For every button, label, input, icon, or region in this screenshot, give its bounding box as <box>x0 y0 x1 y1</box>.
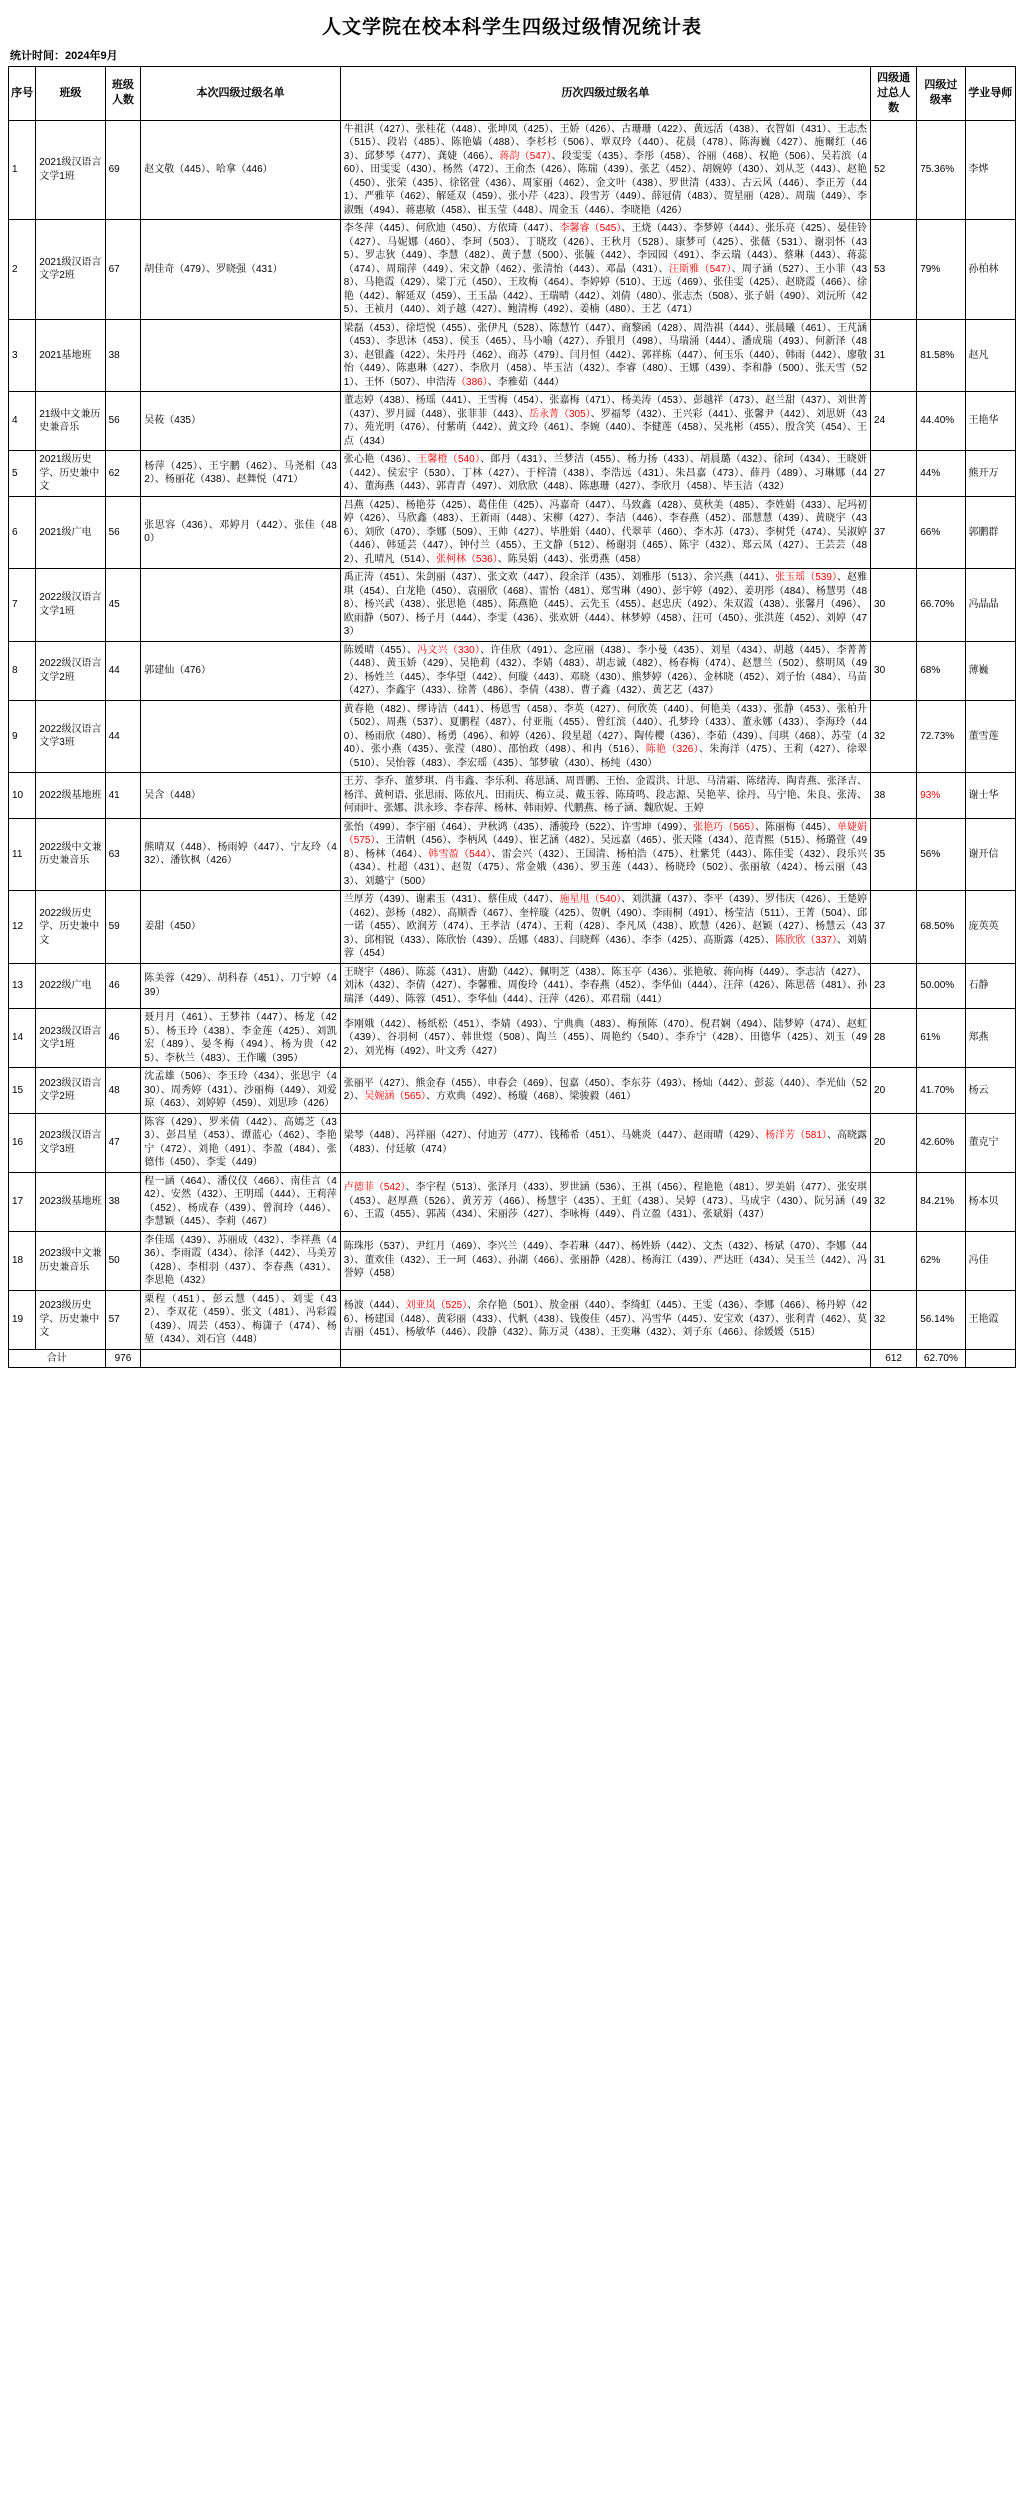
cell-class-size: 41 <box>105 773 141 819</box>
total-students: 976 <box>105 1349 141 1368</box>
cell-class: 2023级中文兼历史兼音乐 <box>36 1231 105 1290</box>
cell-pass-rate: 79% <box>917 220 965 320</box>
cell-teacher: 郭鹏群 <box>965 496 1015 569</box>
cell-prev-pass-names: 陈珠彤（537）、尹红月（469）、李兴兰（449）、李若琳（447）、杨姓娇（442）、文杰（432）、杨斌（470）、李娜（443）、董欢佳（432）、王一珂（463）、孙湖（466）、张丽静（428）、杨海江（439）、严达旺（434）、吴玉兰（442）、冯誉婷（458） <box>340 1231 870 1290</box>
cell-seq: 15 <box>9 1068 36 1114</box>
cell-teacher: 冯晶晶 <box>965 569 1015 642</box>
table-row <box>9 1231 1016 1290</box>
cell-total-passed: 52 <box>871 120 917 220</box>
table-row <box>9 120 1016 220</box>
cell-seq: 19 <box>9 1290 36 1349</box>
table-body <box>9 120 1016 1349</box>
cell-class: 2021级广电 <box>36 496 105 569</box>
cell-this-pass-names: 吴莜（435） <box>141 392 341 451</box>
cell-teacher: 熊开万 <box>965 451 1015 497</box>
table-header-row <box>9 67 1016 121</box>
col-header-num: 班级人数 <box>105 67 141 121</box>
cell-teacher: 孙柏林 <box>965 220 1015 320</box>
table-row <box>9 891 1016 964</box>
cell-class-size: 56 <box>105 392 141 451</box>
table-row <box>9 319 1016 392</box>
cell-this-pass-names: 张思容（436）、邓婷月（442）、张佳（480） <box>141 496 341 569</box>
cell-class: 2022级广电 <box>36 963 105 1009</box>
highlight-name: 陈艳（326） <box>645 744 699 756</box>
cell-seq: 4 <box>9 392 36 451</box>
col-header-total: 四级通过总人数 <box>871 67 917 121</box>
highlight-name: 单婕娟（575） <box>343 821 868 847</box>
cell-prev-pass-names: 杨波（444）、刘亚岚（525）、余存艳（501）、敖金丽（440）、李绮虹（445）、王雯（436）、李娜（466）、杨丹婷（426）、杨建国（448）、黄彩丽（433）、代帆（438）、钱俊佳（457）、冯雪华（445）、安宝欢（437）、张利青（462）、莫吉丽（451）、杨敏华（446）、段静（432）、陈万灵（438）、王奕琳（432）、刘子东（466）、徐媛媛（515） <box>340 1290 870 1349</box>
table-row <box>9 641 1016 700</box>
cell-this-pass-names <box>141 569 341 642</box>
cell-prev-pass-names: 李冬萍（445）、何欣迪（450）、方依琦（447）、李馨睿（545）、王烧（443）、李梦婷（444）、张乐亮（425）、晏佳铃（427）、马妮娜（460）、李珂（503）、丁晓玫（426）、王秋月（528）、康梦可（425）、张薇（531）、谢羽怀（435）、罗志狄（449）、李慧（482）、黄子慧（500）、张毓（442）、李园园（491）、李云瑞（443）、蔡琳（443）、蒋蕊（474）、周瑞萍（449）、宋文静（462）、张清怡（443）、邓晶（431）、汪斯雅（547）、周子涵（527）、王小菲（438）、马艳霞（429）、梁丁元（450）、王玫梅（464）、李婷婷（510）、王远（469）、张佳雯（425）、赵晓霞（466）、徐艳（442）、解延双（459）、王玉晶（442）、王瑞晴（442）、刘倩（480）、张志杰（508）、张子娟（490）、刘沅所（425）、王祯月（440）、刘子越（427）、鲍清梅（492）、姜楠（480）、王艺（471） <box>340 220 870 320</box>
table-row <box>9 700 1016 773</box>
highlight-name: 韩雪盈（544） <box>428 848 492 860</box>
cell-seq: 13 <box>9 963 36 1009</box>
cell-total-passed: 31 <box>871 1231 917 1290</box>
cell-prev-pass-names: 王晓宇（486）、陈蕊（431）、唐勤（442）、佩明芝（438）、陈玉亭（436）、张艳敏、蒋向梅（449）、李志洁（427）、刘沐（432）、李倩（427）、李馨雅、周俊玲（441）、李春燕（452）、李华仙（444）、汪萍（426）、陈思蓓（481）、孙瑞泽（449）、陈蓉（451）、李华仙（444）、汪萍（426）、邓君瑞（441） <box>340 963 870 1009</box>
cell-total-passed: 24 <box>871 392 917 451</box>
cell-seq: 18 <box>9 1231 36 1290</box>
table-row <box>9 1113 1016 1172</box>
highlight-name: 汪斯雅（547） <box>668 263 732 275</box>
cell-this-pass-names: 杨萍（425）、王宇鹏（462）、马尧相（432）、杨丽花（438）、赵舞悦（471） <box>141 451 341 497</box>
cell-class: 2023级基地班 <box>36 1172 105 1231</box>
cell-prev-pass-names: 黄春艳（482）、缪诗洁（441）、杨恩雪（458）、李英（427）、何欣英（440）、何艳美（433）、张静（453）、张柏升（502）、周燕（537）、夏鹏程（487）、付亚瓶（455）、曾红滨（440）、孔梦玲（433）、董永娜（433）、李海玲（440）、杨雨欣（480）、杨勇（496）、和婷（426）、段星超（427）、陶传樱（436）、李茹（439）、闫琪（468）、苏莹（440）、张小燕（435）、张滢（480）、邵怡政（498）、和冉（516）、陈艳（326）、朱海洋（475）、王莉（427）、徐翠（510）、吴怡蓉（483）、李宏瑶（435）、邹梦敏（430）、杨纯（430） <box>340 700 870 773</box>
cell-class: 2022级历史学、历史兼中文 <box>36 891 105 964</box>
cell-total-passed: 30 <box>871 641 917 700</box>
cell-this-pass-names: 聂月月（461）、王梦祎（447）、杨龙（425）、杨玉玲（438）、李金莲（425）、刘凯宏（489）、晏冬梅（494）、杨为贵（425）、李秋兰（483）、王作曦（395） <box>141 1009 341 1068</box>
cell-pass-rate: 44.40% <box>917 392 965 451</box>
table-row <box>9 1009 1016 1068</box>
cell-prev-pass-names: 卢德菲（542）、李宇程（513）、张泽月（433）、罗世涵（536）、王祺（456）、程艳艳（481）、罗美娟（477）、张安琪（453）、赵厚燕（526）、黄芳芳（466）、杨慧宇（435）、王虹（438）、吴婷（473）、马成宇（430）、阮另涵（496）、王霞（455）、郭茜（434）、宋丽莎（427）、李咏梅（449）、肖立盈（431）、张斌娟（437） <box>340 1172 870 1231</box>
cell-seq: 11 <box>9 818 36 891</box>
cell-teacher: 薄巍 <box>965 641 1015 700</box>
total-this-pass <box>141 1349 341 1368</box>
cell-this-pass-names: 程一涵（464）、潘仪仪（466）、南佳言（442）、安然（432）、王明瑶（444）、王莉萍（452）、杨成春（439）、曾润玲（446）、李慧颖（445）、李莉（467） <box>141 1172 341 1231</box>
cell-this-pass-names: 熊晴双（448）、杨雨婷（447）、宁友玲（432）、潘钦枫（426） <box>141 818 341 891</box>
table-row <box>9 1172 1016 1231</box>
cell-seq: 8 <box>9 641 36 700</box>
cell-pass-rate: 66.70% <box>917 569 965 642</box>
cell-teacher: 冯佳 <box>965 1231 1015 1290</box>
cell-class-size: 50 <box>105 1231 141 1290</box>
cell-class: 2022级基地班 <box>36 773 105 819</box>
cell-teacher: 董克宁 <box>965 1113 1015 1172</box>
cell-prev-pass-names: 李刚娥（442）、杨纸松（451）、李婧（493）、宁典典（483）、梅预陈（470）、倪君娴（494）、陆梦婷（474）、赵虹（439）、谷羽柯（457）、韩世煜（508）、陶兰（455）、周艳约（540）、李乔宁（428）、田德华（425）、刘玉（492）、刘光梅（492）、叶文秀（427） <box>340 1009 870 1068</box>
cell-pass-rate: 44% <box>917 451 965 497</box>
cell-teacher: 郑燕 <box>965 1009 1015 1068</box>
col-header-teacher: 学业导师 <box>965 67 1015 121</box>
cell-class: 2022级中文兼历史兼音乐 <box>36 818 105 891</box>
highlight-name: 张艳巧（565） <box>693 821 756 833</box>
cell-class-size: 38 <box>105 1172 141 1231</box>
cell-pass-rate: 93% <box>917 773 965 819</box>
cell-seq: 17 <box>9 1172 36 1231</box>
cell-teacher: 董雪莲 <box>965 700 1015 773</box>
cell-class: 2022级汉语言文学2班 <box>36 641 105 700</box>
cell-seq: 5 <box>9 451 36 497</box>
cell-prev-pass-names: 牛祖淇（427）、张桂花（448）、张坤凤（425）、王娇（426）、古珊珊（422）、黄远活（438）、衣智如（431）、王志杰（515）、段岩（485）、陈艳嫱（488）、李杉杉（506）、覃双玲（440）、花晨（478）、陈海巍（427）、施爾红（463）、邱梦琴（477）、龚婕（466）、蒋韵（547）、段雯雯（435）、李彤（458）、谷丽（468）、权艳（506）、吴若滨（460）、田雯雯（430）、杨然（472）、王俞杰（426）、陈瑞（439）、张艺（452）、胡婉婷（430）、刘从芝（443）、赵艳（450）、张荣（435）、徐铭萱（436）、周家丽（462）、金文叶（438）、罗世清（433）、古云风（446）、李正芳（441）、严雅苹（462）、解延双（459）、张小芹（423）、段雪芳（449）、薛冠倩（483）、贺星丽（428）、周瑞（449）、李淑甄（494）、蒋惠敏（458）、崔玉莹（448）、周金玉（446）、李晓艳（426） <box>340 120 870 220</box>
highlight-name: 陈欣欣（337） <box>775 934 838 946</box>
cell-total-passed: 20 <box>871 1068 917 1114</box>
cell-pass-rate: 41.70% <box>917 1068 965 1114</box>
stat-time: 统计时间：2024年9月 <box>10 50 118 62</box>
cell-total-passed: 32 <box>871 1290 917 1349</box>
cell-prev-pass-names: 张丽平（427）、熊金春（455）、申春会（469）、包嘉（450）、李东芬（493）、杨灿（442）、彭蕊（440）、李光仙（522）、吴婉涵（565）、方欢典（492）、杨璇（468）、梁骏毅（461） <box>340 1068 870 1114</box>
cell-teacher: 赵凡 <box>965 319 1015 392</box>
cell-pass-rate: 68.50% <box>917 891 965 964</box>
highlight-name: 刘亚岚（525） <box>405 1300 468 1312</box>
cell-pass-rate: 56.14% <box>917 1290 965 1349</box>
cell-teacher: 谢士华 <box>965 773 1015 819</box>
cell-this-pass-names: 胡佳奇（479）、罗晓强（431） <box>141 220 341 320</box>
total-prev-pass <box>340 1349 870 1368</box>
cell-this-pass-names: 吴含（448） <box>141 773 341 819</box>
cell-class: 2021基地班 <box>36 319 105 392</box>
cell-class: 2022级汉语言文学3班 <box>36 700 105 773</box>
total-teacher <box>965 1349 1015 1368</box>
cell-this-pass-names <box>141 319 341 392</box>
cell-prev-pass-names: 张心艳（436）、王馨橙（540）、郎丹（431）、兰梦洁（455）、杨力扬（433）、胡晨璐（432）、徐珂（434）、王晓妍（442）、侯宏宇（530）、丁林（427）、于梓清（438）、李浩远（431）、朱昌嘉（473）、薛丹（489）、习琳娜（444）、董海燕（443）、郭青青（497）、刘欣欣（448）、陈惠珊（427）、李欣月（458）、毕玉洁（432） <box>340 451 870 497</box>
cell-total-passed: 32 <box>871 700 917 773</box>
cell-seq: 10 <box>9 773 36 819</box>
table-row <box>9 451 1016 497</box>
highlight-name: 蒋韵（547） <box>499 150 552 162</box>
cell-seq: 12 <box>9 891 36 964</box>
cell-this-pass-names: 郭建仙（476） <box>141 641 341 700</box>
cell-seq: 6 <box>9 496 36 569</box>
cell-class-size: 67 <box>105 220 141 320</box>
cell-pass-rate: 84.21% <box>917 1172 965 1231</box>
cell-this-pass-names: 陈美蓉（429）、胡科春（451）、刀宁婷（439） <box>141 963 341 1009</box>
cell-total-passed: 28 <box>871 1009 917 1068</box>
cell-seq: 7 <box>9 569 36 642</box>
col-header-prev-pass: 历次四级过级名单 <box>340 67 870 121</box>
cell-class-size: 45 <box>105 569 141 642</box>
table-row <box>9 963 1016 1009</box>
cell-class: 2023级汉语言文学3班 <box>36 1113 105 1172</box>
cell-total-passed: 20 <box>871 1113 917 1172</box>
cell-class: 2021级历史学、历史兼中文 <box>36 451 105 497</box>
highlight-name: 卢德菲（542） <box>343 1182 406 1194</box>
highlight-name: （386） <box>456 376 488 388</box>
cell-teacher: 庞英英 <box>965 891 1015 964</box>
cell-class: 2023级汉语言文学1班 <box>36 1009 105 1068</box>
cell-class: 2021级汉语言文学1班 <box>36 120 105 220</box>
table-row <box>9 818 1016 891</box>
cell-this-pass-names: 沈孟雄（506）、李玉玲（434）、张思宇（430）、周秀婷（431）、沙丽梅（449）、刘爱琼（463）、刘婷婷（459）、刘思珍（426） <box>141 1068 341 1114</box>
highlight-name: 施星甩（540） <box>559 894 622 906</box>
col-header-class: 班级 <box>36 67 105 121</box>
highlight-name: 岳永菁（305） <box>528 408 591 420</box>
cell-teacher: 杨本贝 <box>965 1172 1015 1231</box>
cell-pass-rate: 72.73% <box>917 700 965 773</box>
cell-prev-pass-names: 吕燕（425）、杨艳芬（425）、葛佳佳（425）、冯嘉奇（447）、马致鑫（428）、莫秋美（485）、李姓娟（433）、尼玛初婷（426）、马欣鑫（483）、王新雨（448）、宋柳（427）、李洁（446）、李春燕（452）、邵慧慧（439）、黄晓宇（436）、刘欣（470）、李娜（509）、王帅（427）、毕胜娟（440）、代翠苹（460）、李木苏（473）、李树凭（474）、吴淑婷（446）、韩延芸（447）、钟付兰（455）、王文静（512）、杨谢羽（465）、陈宇（432）、郑云凤（427）、王芸芸（482）、孔晴凡（514）、张柯林（536）、陈昊娟（443）、张勇燕（458） <box>340 496 870 569</box>
total-rate: 62.70% <box>917 1349 965 1368</box>
table-row <box>9 496 1016 569</box>
cell-class-size: 59 <box>105 891 141 964</box>
cell-total-passed: 35 <box>871 818 917 891</box>
cell-pass-rate: 75.36% <box>917 120 965 220</box>
cell-total-passed: 38 <box>871 773 917 819</box>
table-row <box>9 773 1016 819</box>
cell-pass-rate: 62% <box>917 1231 965 1290</box>
cell-prev-pass-names: 兰厚芳（439）、谢素玉（431）、蔡佳成（447）、施星甩（540）、刘洪濂（437）、李平（439）、罗伟庆（426）、王楚婷（462）、彭杨（482）、高顺香（467）、奎梓璇（425）、贺帆（490）、李雨桐（491）、杨莹洁（511）、王菁（504）、邱一诺（455）、欧润芳（474）、王孝洁（474）、王莉（428）、李凡凤（438）、欧慧（426）、赵颖（427）、杨慧云（433）、邱相锐（433）、陈欣怡（439）、岳娜（483）、闫晓辉（436）、李李（425）、高斯露（425）、陈欣欣（337）、刘婧蓉（454） <box>340 891 870 964</box>
cell-class-size: 44 <box>105 700 141 773</box>
cell-prev-pass-names: 张怡（499）、李宇丽（464）、尹秋鸿（435）、潘骏玲（522）、许雪坤（499）、张艳巧（565）、陈丽梅（445）、单婕娟（575）、王清帆（456）、李柄风（449）、崔艺涵（482）、吴远嘉（465）、张天隆（434）、范青熙（515）、杨璐萱（498）、杨林（464）、韩雪盈（544）、雷会兴（432）、王国清、杨柏浩（475）、杜紫凭（443）、陈佳雯（432）、段乐兴（434）、杜超（431）、赵贺（475）、常金娥（436）、罗玉莲（443）、杨晓玲（502）、张丽敏（424）、杨云丽（433）、刘璐宁（500） <box>340 818 870 891</box>
cell-seq: 9 <box>9 700 36 773</box>
cell-class: 2023级汉语言文学2班 <box>36 1068 105 1114</box>
cell-teacher: 王艳霞 <box>965 1290 1015 1349</box>
cell-total-passed: 23 <box>871 963 917 1009</box>
cell-teacher: 杨云 <box>965 1068 1015 1114</box>
highlight-name: 王馨橙（540） <box>417 454 481 466</box>
page-title: 人文学院在校本科学生四级过级情况统计表 <box>321 16 702 38</box>
cell-teacher: 王艳华 <box>965 392 1015 451</box>
cell-pass-rate: 68% <box>917 641 965 700</box>
highlight-name: 李馨睿（545） <box>559 223 622 235</box>
cell-this-pass-names <box>141 700 341 773</box>
cell-class-size: 63 <box>105 818 141 891</box>
cell-total-passed: 32 <box>871 1172 917 1231</box>
highlight-name: 吴婉涵（565） <box>364 1091 427 1103</box>
cell-class-size: 62 <box>105 451 141 497</box>
cell-pass-rate: 56% <box>917 818 965 891</box>
cell-teacher: 李烨 <box>965 120 1015 220</box>
table-row <box>9 220 1016 320</box>
cell-pass-rate: 81.58% <box>917 319 965 392</box>
cell-pass-rate: 61% <box>917 1009 965 1068</box>
cell-total-passed: 37 <box>871 496 917 569</box>
cell-total-passed: 27 <box>871 451 917 497</box>
total-passed: 612 <box>871 1349 917 1368</box>
cell-pass-rate: 42.60% <box>917 1113 965 1172</box>
cell-prev-pass-names: 禹正涛（451）、朱剑丽（437）、张文欢（447）、段余洋（435）、刘雅彤（513）、余兴燕（441）、张玉瑶（539）、赵雅琪（454）、白龙艳（450）、袁丽欣（468）、雷怡（481）、郑雪琳（490）、彭宇婷（492）、姜玥彤（484）、杨慧男（488）、杨兴武（438）、张思艳（485）、陈燕艳（445）、云先玉（455）、赵忠庆（492）、朱双霞（438）、张馨月（496）、欧雨静（507）、杨子月（444）、李雯（436）、张欢妍（444）、林梦婷（458）、汪可（450）、张洪莲（452）、刘婷（473） <box>340 569 870 642</box>
highlight-name: 杨洋芳（581） <box>765 1130 827 1142</box>
highlight-name: 张柯林（536） <box>436 553 498 565</box>
table-row <box>9 392 1016 451</box>
table-row <box>9 1068 1016 1114</box>
pass-rate-table <box>8 66 1016 1368</box>
cell-class-size: 57 <box>105 1290 141 1349</box>
cell-this-pass-names: 栗程（451）、彭云慧（445）、刘雯（432）、李双花（459）、张文（481）、冯彩霞（439）、周芸（453）、梅潇子（474）、杨堃（434）、刘石宫（448） <box>141 1290 341 1349</box>
cell-class-size: 46 <box>105 963 141 1009</box>
col-header-this-pass: 本次四级过级名单 <box>141 67 341 121</box>
cell-total-passed: 37 <box>871 891 917 964</box>
cell-prev-pass-names: 梁磊（453）、徐垲悦（455）、张伊凡（528）、陈慧竹（447）、商黎函（428）、周浩祺（444）、张晨曦（461）、王芃涵（453）、李思沐（453）、侯玉（465）、马小喻（427）、乔银月（498）、马瑞涌（444）、潘成瑞（493）、何新泽（483）、赵银鑫（422）、朱丹丹（462）、商苏（479）、闫月恒（442）、郭祥栋（447）、何玉乐（440）、韩雨（442）、廖敬怡（449）、陈惠琳（427）、李欣月（458）、毕玉洁（432）、李睿（480）、王娜（439）、李和静（500）、张天雪（521）、王怀（507）、申浩涛（386）、李雅茹（444） <box>340 319 870 392</box>
cell-seq: 14 <box>9 1009 36 1068</box>
col-header-seq: 序号 <box>9 67 36 121</box>
cell-total-passed: 31 <box>871 319 917 392</box>
cell-this-pass-names: 赵文敬（445）、哈拿（446） <box>141 120 341 220</box>
cell-class: 2022级汉语言文学1班 <box>36 569 105 642</box>
total-label: 合计 <box>9 1349 106 1368</box>
cell-prev-pass-names: 陈媛晴（455）、冯文兴（330）、许佳欣（491）、念应丽（438）、李小曼（435）、刘星（434）、胡越（445）、李菁菁（448）、黄玉娇（429）、吴艳莉（432）、李婧（483）、胡志诚（482）、杨春梅（474）、赵慧兰（502）、蔡明凤（492）、杨姓兰（445）、李华望（442）、何璇（443）、邓晓（430）、熊梦婷（426）、金林晓（452）、刘子怡（484）、马苗（427）、李鑫宇（433）、徐菁（486）、李倩（438）、曹子鑫（432）、黄艺艺（437） <box>340 641 870 700</box>
cell-class-size: 38 <box>105 319 141 392</box>
cell-class-size: 44 <box>105 641 141 700</box>
cell-class: 2021级汉语言文学2班 <box>36 220 105 320</box>
col-header-rate: 四级过级率 <box>917 67 965 121</box>
cell-pass-rate: 66% <box>917 496 965 569</box>
highlight-name: 张玉瑶（539） <box>775 572 837 584</box>
table-row <box>9 569 1016 642</box>
cell-class-size: 56 <box>105 496 141 569</box>
cell-class: 21级中文兼历史兼音乐 <box>36 392 105 451</box>
cell-class: 2023级历史学、历史兼中文 <box>36 1290 105 1349</box>
cell-this-pass-names: 陈容（429）、罗米倩（442）、高嫣芝（433）、彭昌星（453）、谭蓝心（462）、李艳宁（472）、刘艳（491）、李盈（484）、张德伟（450）、李雯（449） <box>141 1113 341 1172</box>
highlight-name: 冯文兴（330） <box>417 644 481 656</box>
cell-seq: 2 <box>9 220 36 320</box>
cell-seq: 1 <box>9 120 36 220</box>
cell-seq: 16 <box>9 1113 36 1172</box>
cell-prev-pass-names: 王芳、李乔、董梦琪、肖韦鑫、李乐利、蒋思涵、周晋鹏、王怡、金霞洪、计思、马清霜、陈绪涛、陶青燕、张泽吉、杨洋、黄柯语、张思雨、陈依凡、田雨庆、梅立灵、戴玉蓉、陈琦鸣、段志源、吴艳苹、徐丹、马宁艳、朱良、张涛、何雨叶、张娜、洪永珍、李春萍、杨林、韩雨婷、代鹏燕、杨子涵、魏欣妮、王婷 <box>340 773 870 819</box>
cell-class-size: 47 <box>105 1113 141 1172</box>
cell-total-passed: 53 <box>871 220 917 320</box>
cell-prev-pass-names: 董志婷（438）、杨瑶（441）、王雪梅（454）、张嘉梅（471）、杨美涛（453）、彭越祥（473）、赵兰甜（437）、刘世菁（437）、罗月圆（448）、张菲菲（443）、岳永菁（305）、罗福琴（432）、王兴彩（441）、张馨尹（442）、刘思妍（437）、苑光明（476）、付紫萌（442）、黄文玲（461）、李婉（440）、李健莲（458）、吴兆彬（455）、殷含笑（454）、王点（434） <box>340 392 870 451</box>
table-row <box>9 1290 1016 1349</box>
cell-teacher: 石静 <box>965 963 1015 1009</box>
cell-prev-pass-names: 梁琴（448）、冯祥丽（427）、付迪芳（477）、钱稀希（451）、马姚炎（447）、赵雨晴（429）、杨洋芳（581）、高晓露（483）、付廷敏（474） <box>340 1113 870 1172</box>
cell-class-size: 46 <box>105 1009 141 1068</box>
cell-this-pass-names: 李佳瑶（439）、苏丽成（432）、李祥燕（436）、李雨霞（434）、徐泽（442）、马美芳（428）、李相羽（437）、李春燕（431）、李思艳（432） <box>141 1231 341 1290</box>
cell-this-pass-names: 姜甜（450） <box>141 891 341 964</box>
cell-total-passed: 30 <box>871 569 917 642</box>
cell-pass-rate: 50.00% <box>917 963 965 1009</box>
cell-seq: 3 <box>9 319 36 392</box>
cell-teacher: 谢开信 <box>965 818 1015 891</box>
cell-class-size: 69 <box>105 120 141 220</box>
cell-class-size: 48 <box>105 1068 141 1114</box>
table-total-row <box>9 1349 1016 1368</box>
